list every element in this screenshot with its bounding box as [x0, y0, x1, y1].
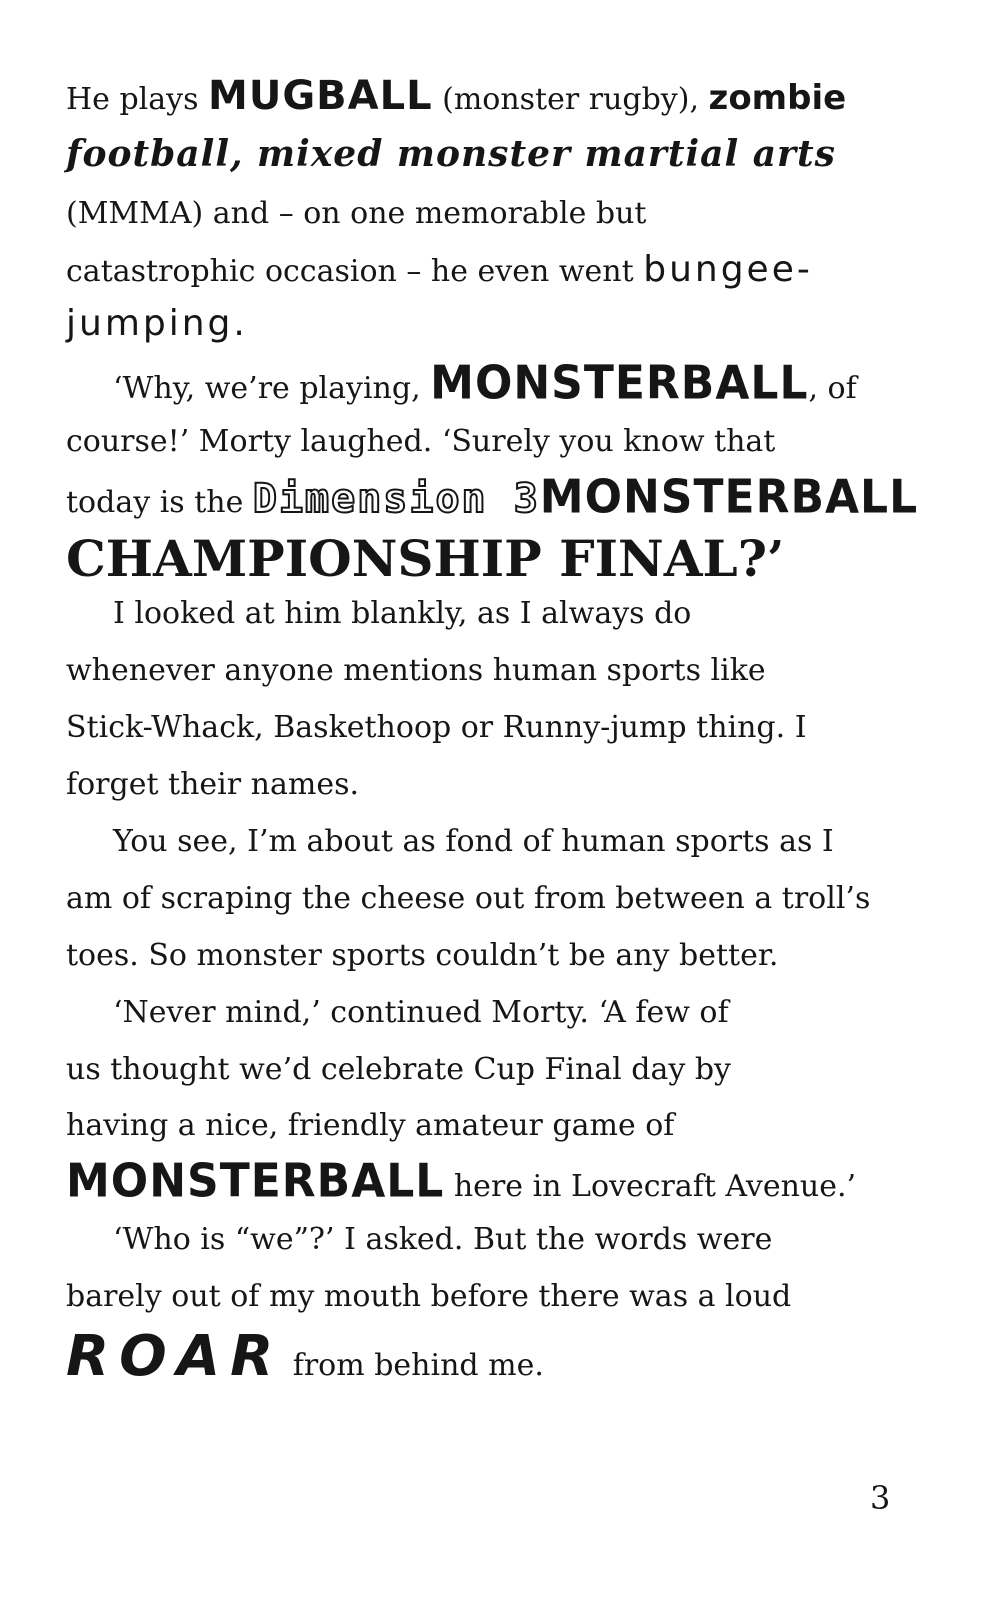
text-line [113, 993, 729, 1033]
display-word-bungee: bungee- [643, 249, 813, 290]
text-line [66, 1326, 544, 1397]
text: (monster rugby), [432, 82, 709, 117]
text: I looked at him blankly, as I always do [113, 596, 692, 631]
text-line [66, 304, 248, 346]
text: forget their names. [66, 767, 359, 802]
text-line [66, 651, 766, 691]
display-word-dimension: Dimension 3 [252, 476, 540, 522]
text: here in Lovecraft Avenue.’ [444, 1169, 857, 1204]
text: from behind me. [283, 1348, 544, 1383]
display-word-mugball: MUGBALL [208, 73, 433, 119]
display-words-championship-final: CHAMPIONSHIP FINAL?’ [66, 529, 785, 588]
text: (MMMA) and – on one memorable but [66, 196, 647, 231]
text-line [66, 422, 775, 462]
text-line [66, 765, 359, 805]
text-line [113, 356, 857, 411]
text-line [113, 594, 691, 634]
text-line [66, 529, 785, 594]
text: having a nice, friendly amateur game of [66, 1108, 675, 1143]
text: , of [808, 371, 857, 406]
text: catastrophic occasion – he even went [66, 254, 644, 289]
text: ‘Never mind,’ continued Morty. ‘A few of [113, 995, 729, 1030]
text-line [66, 1106, 674, 1146]
page-number: 3 [870, 1479, 891, 1517]
display-word-jumping: jumping. [66, 303, 248, 344]
text: ‘Who is “we”?’ I asked. But the words were [113, 1222, 773, 1257]
text: toes. So monster sports couldn’t be any better. [66, 938, 779, 973]
display-word-monsterball: MONSTERBALL [66, 1154, 445, 1209]
text-line [113, 1220, 772, 1260]
text: You see, I’m about as fond of human sports as I [113, 824, 834, 859]
text-line [66, 194, 646, 234]
text-line [66, 134, 836, 177]
text: barely out of my mouth before there was a loud [66, 1279, 792, 1314]
text-line [66, 879, 870, 919]
text: am of scraping the cheese out from between a troll’s [66, 881, 871, 916]
text-line [113, 822, 834, 862]
text-line [66, 470, 919, 525]
text-line [66, 708, 807, 748]
text-line [66, 1154, 857, 1209]
text: course!’ Morty laughed. ‘Surely you know that [66, 424, 776, 459]
text-line [66, 936, 778, 976]
display-word-monsterball: MONSTERBALL [539, 470, 919, 525]
text: Stick-Whack, Baskethoop or Runny-jump thing. I [66, 710, 807, 745]
display-word-zombie: zombie [708, 78, 847, 118]
display-word-roar: ROAR [66, 1324, 284, 1389]
text: today is the [66, 485, 253, 520]
text: us thought we’d celebrate Cup Final day by [66, 1052, 732, 1087]
text-line [66, 73, 847, 120]
display-words-sports: football, mixed monster martial arts [66, 133, 836, 175]
text-line [66, 1277, 791, 1317]
text: He plays [66, 82, 209, 117]
display-word-monsterball: MONSTERBALL [430, 356, 809, 411]
text-line [66, 250, 813, 292]
text: ‘Why, we’re playing, [113, 371, 431, 406]
text: whenever anyone mentions human sports like [66, 653, 766, 688]
text-line [66, 1050, 731, 1090]
